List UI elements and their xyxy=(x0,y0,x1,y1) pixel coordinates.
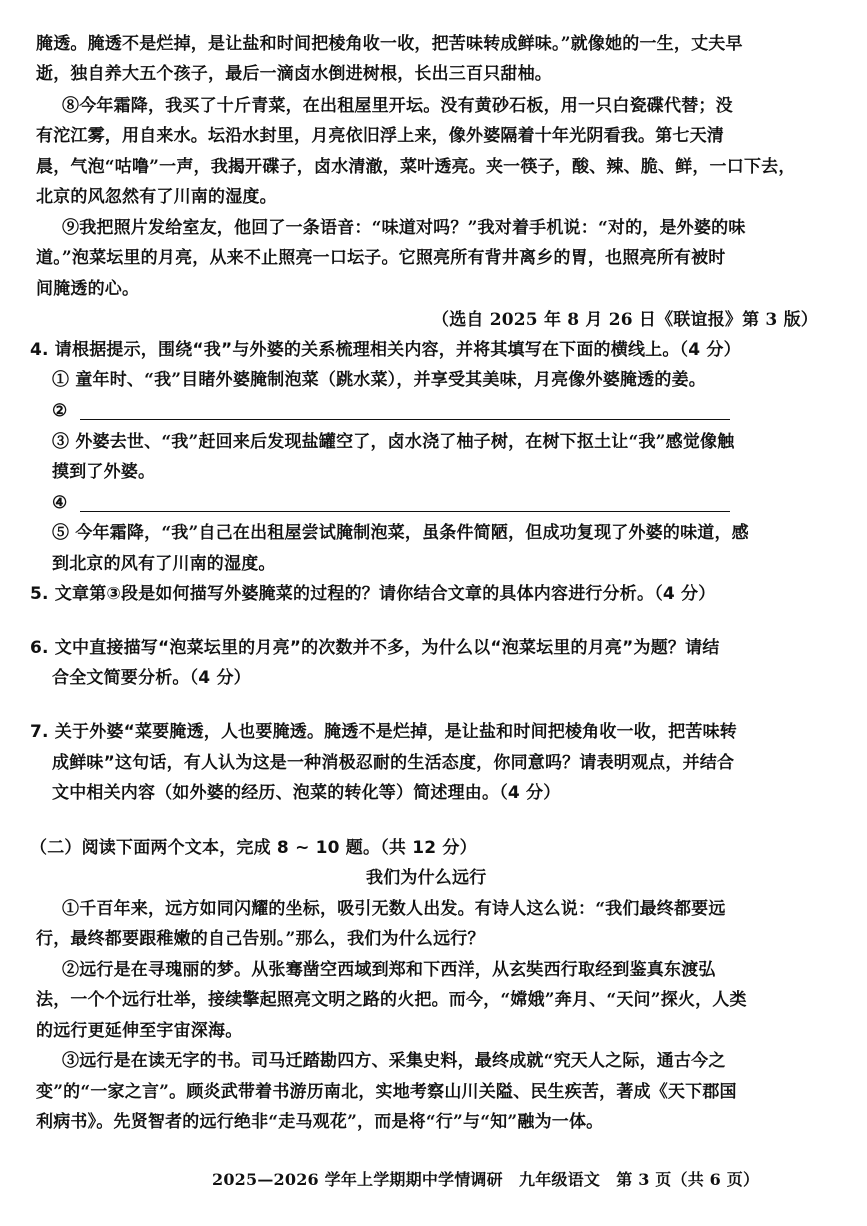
question-7-cont: 成鲜味”这句话，有人认为这是一种消极忍耐的生活态度，你同意吗？请表明观点，并结合 xyxy=(52,753,735,773)
q4-item-3: ③ 外婆去世、“我”赶回来后发现盐罐空了，卤水浇了柚子树，在树下抠土让“我”感觉像触 xyxy=(52,432,735,452)
passage-line: 腌透。腌透不是烂掉，是让盐和时间把棱角收一收，把苦味转成鲜味。”就像她的一生，丈夫早 xyxy=(36,34,743,54)
question-7-cont: 文中相关内容（如外婆的经历、泡菜的转化等）简述理由。（4 分） xyxy=(52,783,561,803)
article-line: 变”的“一家之言”。顾炎武带着书游历南北，实地考察山川关隘、民生疾苦，著成《天下郡国 xyxy=(36,1082,737,1102)
passage-line: 晨，气泡“咕噜”一声，我揭开碟子，卤水清澈，菜叶透亮。夹一筷子，酸、辣、脆、鲜，一口下去， xyxy=(36,157,796,177)
passage-line: 北京的风忽然有了川南的湿度。 xyxy=(36,187,277,207)
article-title: 我们为什么远行 xyxy=(366,868,487,888)
question-4-stem: 4. 请根据提示，围绕“我”与外婆的关系梳理相关内容，并将其填写在下面的横线上。（4 分） xyxy=(30,340,741,360)
passage-line: ⑨我把照片发给室友，他回了一条语音：“味道对吗？”我对着手机说：“对的，是外婆的味 xyxy=(62,218,746,238)
article-line: 的远行更延伸至宇宙深海。 xyxy=(36,1021,243,1041)
question-6: 6. 文中直接描写“泡菜坛里的月亮”的次数并不多，为什么以“泡菜坛里的月亮”为题？请结 xyxy=(30,638,720,658)
question-7: 7. 关于外婆“菜要腌透，人也要腌透。腌透不是烂掉，是让盐和时间把棱角收一收，把苦味转 xyxy=(30,722,737,742)
passage-line: 道。”泡菜坛里的月亮，从来不止照亮一口坛子。它照亮所有背井离乡的胃，也照亮所有被时 xyxy=(36,248,726,268)
passage-line: 间腌透的心。 xyxy=(36,279,140,299)
article-line: 法，一个个远行壮举，接续擎起照亮文明之路的火把。而今，“嫦娥”奔月、“天问”探火，人类 xyxy=(36,990,747,1010)
article-line: ③远行是在读无字的书。司马迁踏勘四方、采集史料，最终成就“究天人之际，通古今之 xyxy=(62,1051,726,1071)
passage-line: ⑧今年霜降，我买了十斤青菜，在出租屋里开坛。没有黄砂石板，用一只白瓷碟代替；没 xyxy=(62,96,733,116)
q4-item-5: ⑤ 今年霜降，“我”自己在出租屋尝试腌制泡菜，虽条件简陋，但成功复现了外婆的味道，感 xyxy=(52,523,749,543)
q4-answer-line-2[interactable] xyxy=(80,419,730,420)
article-line: ①千百年来，远方如同闪耀的坐标，吸引无数人出发。有诗人这么说：“我们最终都要远 xyxy=(62,899,726,919)
question-6-cont: 合全文简要分析。（4 分） xyxy=(52,668,251,688)
question-5: 5. 文章第③段是如何描写外婆腌菜的过程的？请你结合文章的具体内容进行分析。（4 分） xyxy=(30,584,716,604)
q4-item-4-marker: ④ xyxy=(52,493,68,513)
q4-answer-line-4[interactable] xyxy=(80,511,730,512)
article-line: ②远行是在寻瑰丽的梦。从张骞凿空西域到郑和下西洋，从玄奘西行取经到鉴真东渡弘 xyxy=(62,960,716,980)
q4-item-3-cont: 摸到了外婆。 xyxy=(52,462,156,482)
passage-line: 逝，独自养大五个孩子，最后一滴卤水倒进树根，长出三百只甜柚。 xyxy=(36,64,552,84)
article-line: 行，最终都要跟稚嫩的自己告别。”那么，我们为什么远行？ xyxy=(36,929,485,949)
section-2-heading: （二）阅读下面两个文本，完成 8 ~ 10 题。（共 12 分） xyxy=(30,838,477,858)
article-line: 利病书》。先贤智者的远行绝非“走马观花”，而是将“行”与“知”融为一体。 xyxy=(36,1112,604,1132)
passage-line: 有沱江雾，用自来水。坛沿水封里，月亮依旧浮上来，像外婆隔着十年光阴看我。第七天清 xyxy=(36,126,724,146)
page-footer: 2025—2026 学年上学期期中学情调研 九年级语文 第 3 页（共 6 页） xyxy=(212,1170,760,1189)
q4-item-5-cont: 到北京的风有了川南的湿度。 xyxy=(52,554,276,574)
q4-item-1: ① 童年时、“我”目睹外婆腌制泡菜（跳水菜），并享受其美味，月亮像外婆腌透的姜。 xyxy=(52,370,706,390)
source-citation: （选自 2025 年 8 月 26 日《联谊报》第 3 版） xyxy=(432,310,818,330)
q4-item-2-marker: ② xyxy=(52,401,68,421)
